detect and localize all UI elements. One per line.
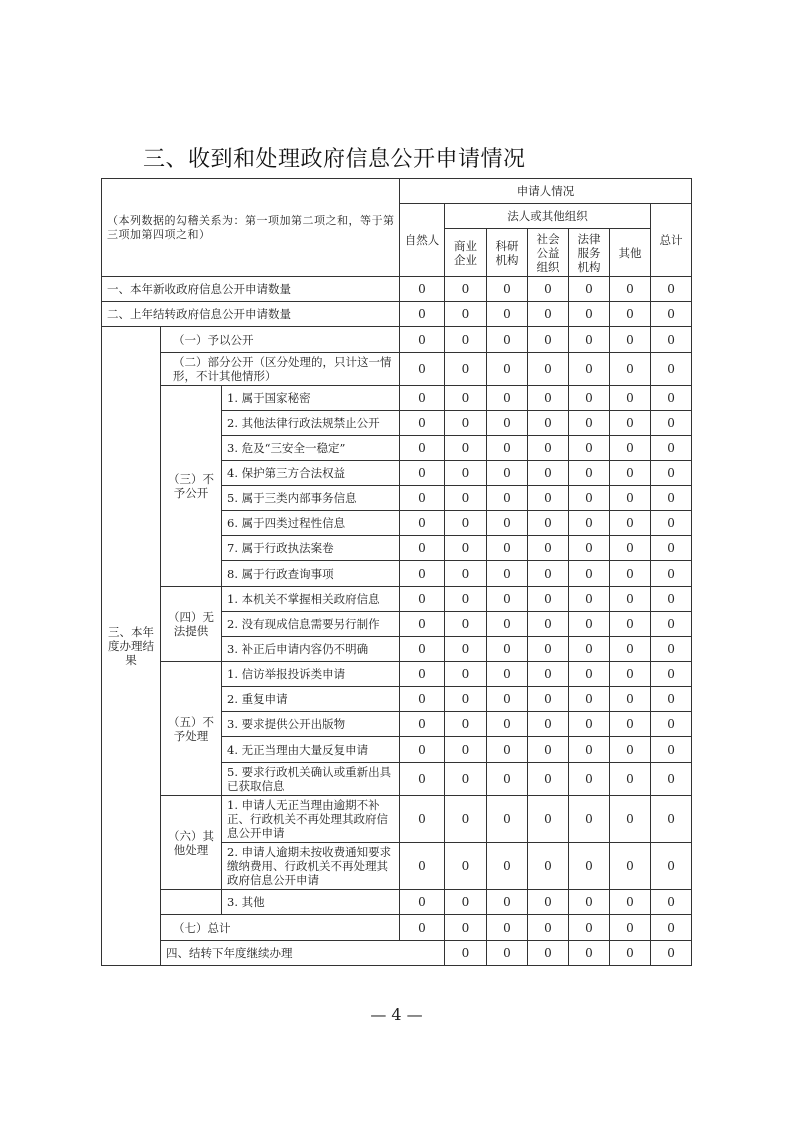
header-sub-column: 科研机构 [487, 229, 528, 277]
table-row [102, 386, 692, 411]
value-cell: 0 [487, 536, 528, 561]
table-row [102, 941, 692, 966]
table-row [102, 302, 692, 327]
value-cell: 0 [651, 436, 692, 461]
value-cell: 0 [487, 277, 528, 302]
row-label: 4. 保护第三方合法权益 [222, 461, 400, 486]
value-cell: 0 [569, 612, 610, 637]
value-cell: 0 [569, 662, 610, 687]
group-label-g5: （五）不予处理 [161, 662, 222, 796]
value-cell: 0 [528, 843, 569, 890]
value-cell: 0 [651, 763, 692, 796]
value-cell: 0 [569, 890, 610, 915]
value-cell: 0 [569, 737, 610, 763]
value-cell: 0 [445, 712, 487, 737]
value-cell: 0 [651, 327, 692, 353]
value-cell: 0 [528, 763, 569, 796]
value-cell: 0 [400, 612, 445, 637]
value-cell: 0 [610, 941, 651, 966]
value-cell: 0 [400, 353, 445, 386]
value-cell: 0 [445, 511, 487, 536]
value-cell: 0 [487, 612, 528, 637]
value-cell: 0 [528, 277, 569, 302]
row-label: 二、上年结转政府信息公开申请数量 [102, 302, 400, 327]
value-cell: 0 [487, 687, 528, 712]
header-total: 总计 [651, 204, 692, 277]
value-cell: 0 [445, 436, 487, 461]
value-cell: 0 [610, 915, 651, 941]
value-cell: 0 [445, 763, 487, 796]
value-cell: 0 [610, 486, 651, 511]
value-cell: 0 [569, 411, 610, 436]
value-cell: 0 [651, 915, 692, 941]
value-cell: 0 [445, 687, 487, 712]
value-cell: 0 [400, 662, 445, 687]
value-cell: 0 [445, 737, 487, 763]
row-label: 8. 属于行政查询事项 [222, 561, 400, 587]
value-cell: 0 [487, 327, 528, 353]
value-cell: 0 [610, 737, 651, 763]
value-cell: 0 [569, 386, 610, 411]
row-label: 4. 无正当理由大量反复申请 [222, 737, 400, 763]
group-label-g3: （三）不予公开 [161, 386, 222, 587]
value-cell: 0 [400, 587, 445, 612]
header-sub-column: 其他 [610, 229, 651, 277]
value-cell: 0 [445, 353, 487, 386]
value-cell: 0 [528, 561, 569, 587]
group-label-g6: （六）其他处理 [161, 796, 222, 890]
value-cell: 0 [651, 796, 692, 843]
info-disclosure-table [101, 178, 692, 966]
header-legal-group: 法人或其他组织 [445, 204, 651, 229]
value-cell: 0 [400, 712, 445, 737]
value-cell: 0 [651, 612, 692, 637]
value-cell: 0 [400, 511, 445, 536]
value-cell: 0 [610, 687, 651, 712]
value-cell: 0 [610, 386, 651, 411]
value-cell: 0 [610, 561, 651, 587]
table-row [102, 353, 692, 386]
value-cell: 0 [569, 302, 610, 327]
value-cell: 0 [528, 411, 569, 436]
value-cell: 0 [610, 536, 651, 561]
value-cell: 0 [445, 302, 487, 327]
value-cell: 0 [610, 662, 651, 687]
header-natural-person: 自然人 [400, 204, 445, 277]
header-sub-column: 法律服务机构 [569, 229, 610, 277]
value-cell: 0 [400, 411, 445, 436]
value-cell: 0 [610, 353, 651, 386]
row-label: 1. 信访举报投诉类申请 [222, 662, 400, 687]
value-cell: 0 [569, 843, 610, 890]
value-cell: 0 [445, 587, 487, 612]
value-cell: 0 [400, 561, 445, 587]
value-cell: 0 [487, 941, 528, 966]
value-cell: 0 [569, 587, 610, 612]
value-cell: 0 [487, 511, 528, 536]
value-cell: 0 [487, 763, 528, 796]
table-row [102, 587, 692, 612]
value-cell: 0 [651, 302, 692, 327]
value-cell: 0 [651, 843, 692, 890]
value-cell: 0 [528, 941, 569, 966]
value-cell: 0 [569, 327, 610, 353]
value-cell: 0 [528, 536, 569, 561]
value-cell: 0 [569, 941, 610, 966]
row-label: 3. 补正后申请内容仍不明确 [222, 637, 400, 662]
row-label: 1. 本机关不掌握相关政府信息 [222, 587, 400, 612]
table-row [102, 796, 692, 843]
row-label: 1. 属于国家秘密 [222, 386, 400, 411]
value-cell: 0 [651, 386, 692, 411]
value-cell: 0 [487, 587, 528, 612]
value-cell: 0 [400, 687, 445, 712]
value-cell: 0 [610, 712, 651, 737]
value-cell: 0 [651, 941, 692, 966]
value-cell: 0 [610, 763, 651, 796]
value-cell: 0 [651, 737, 692, 763]
row-label: 2. 申请人逾期未按收费通知要求缴纳费用、行政机关不再处理其政府信息公开申请 [222, 843, 400, 890]
value-cell: 0 [487, 436, 528, 461]
value-cell: 0 [569, 561, 610, 587]
value-cell: 0 [487, 890, 528, 915]
value-cell: 0 [400, 486, 445, 511]
value-cell: 0 [400, 890, 445, 915]
row-label: 3. 要求提供公开出版物 [222, 712, 400, 737]
value-cell: 0 [651, 662, 692, 687]
row-label: （一）予以公开 [161, 327, 400, 353]
value-cell: 0 [445, 941, 487, 966]
value-cell: 0 [445, 561, 487, 587]
value-cell: 0 [528, 637, 569, 662]
group-label-g4: （四）无法提供 [161, 587, 222, 662]
value-cell: 0 [487, 353, 528, 386]
header-sub-column: 社会公益组织 [528, 229, 569, 277]
value-cell: 0 [487, 486, 528, 511]
row-label: 5. 属于三类内部事务信息 [222, 486, 400, 511]
value-cell: 0 [528, 436, 569, 461]
value-cell: 0 [400, 796, 445, 843]
value-cell: 0 [610, 637, 651, 662]
value-cell: 0 [528, 587, 569, 612]
value-cell: 0 [445, 662, 487, 687]
table-row [102, 890, 692, 915]
value-cell: 0 [569, 796, 610, 843]
value-cell: 0 [487, 302, 528, 327]
value-cell: 0 [610, 436, 651, 461]
header-sub-column: 商业企业 [445, 229, 487, 277]
value-cell: 0 [487, 737, 528, 763]
value-cell: 0 [445, 327, 487, 353]
value-cell: 0 [487, 843, 528, 890]
value-cell: 0 [569, 461, 610, 486]
value-cell: 0 [651, 890, 692, 915]
value-cell: 0 [651, 561, 692, 587]
value-cell: 0 [528, 353, 569, 386]
value-cell: 0 [569, 511, 610, 536]
row-label: （七）总计 [161, 915, 400, 941]
value-cell: 0 [445, 915, 487, 941]
row-label: 一、本年新收政府信息公开申请数量 [102, 277, 400, 302]
value-cell: 0 [569, 915, 610, 941]
value-cell: 0 [528, 302, 569, 327]
value-cell: 0 [651, 461, 692, 486]
value-cell: 0 [569, 687, 610, 712]
value-cell: 0 [610, 461, 651, 486]
value-cell: 0 [445, 461, 487, 486]
value-cell: 0 [445, 637, 487, 662]
value-cell: 0 [400, 327, 445, 353]
value-cell: 0 [528, 327, 569, 353]
table-row [102, 327, 692, 353]
value-cell: 0 [487, 712, 528, 737]
table-row [102, 915, 692, 941]
section3-label [102, 327, 161, 966]
value-cell: 0 [610, 277, 651, 302]
row-label: （二）部分公开（区分处理的，只计这一情形，不计其他情形） [161, 353, 400, 386]
row-label: 3. 危及“三安全一稳定” [222, 436, 400, 461]
value-cell: 0 [400, 386, 445, 411]
value-cell: 0 [569, 353, 610, 386]
value-cell: 0 [569, 436, 610, 461]
row-label: 2. 其他法律行政法规禁止公开 [222, 411, 400, 436]
value-cell: 0 [528, 386, 569, 411]
value-cell: 0 [487, 796, 528, 843]
section3-label-text: 三、本年度办理结果 [108, 625, 154, 667]
value-cell: 0 [528, 511, 569, 536]
value-cell: 0 [445, 386, 487, 411]
value-cell: 0 [445, 843, 487, 890]
value-cell: 0 [651, 486, 692, 511]
value-cell: 0 [487, 637, 528, 662]
value-cell: 0 [610, 796, 651, 843]
value-cell: 0 [528, 737, 569, 763]
value-cell: 0 [610, 587, 651, 612]
value-cell: 0 [487, 561, 528, 587]
value-cell: 0 [528, 461, 569, 486]
row-label: 5. 要求行政机关确认或重新出具已获取信息 [222, 763, 400, 796]
row-label: 7. 属于行政执法案卷 [222, 536, 400, 561]
value-cell: 0 [651, 277, 692, 302]
value-cell: 0 [610, 511, 651, 536]
row-label: 1. 申请人无正当理由逾期不补正、行政机关不再处理其政府信息公开申请 [222, 796, 400, 843]
value-cell: 0 [651, 587, 692, 612]
value-cell: 0 [400, 277, 445, 302]
value-cell: 0 [400, 536, 445, 561]
value-cell: 0 [569, 536, 610, 561]
value-cell: 0 [528, 612, 569, 637]
value-cell: 0 [569, 712, 610, 737]
value-cell: 0 [445, 277, 487, 302]
value-cell: 0 [528, 796, 569, 843]
value-cell: 0 [528, 712, 569, 737]
value-cell: 0 [400, 302, 445, 327]
value-cell: 0 [400, 915, 445, 941]
value-cell: 0 [528, 890, 569, 915]
value-cell: 0 [651, 687, 692, 712]
value-cell: 0 [445, 890, 487, 915]
section-title: 三、收到和处理政府信息公开申请情况 [143, 147, 526, 172]
row-label: 2. 重复申请 [222, 687, 400, 712]
value-cell: 0 [651, 511, 692, 536]
empty-cell [161, 890, 222, 915]
value-cell: 0 [651, 536, 692, 561]
row-label: 6. 属于四类过程性信息 [222, 511, 400, 536]
value-cell: 0 [528, 915, 569, 941]
value-cell: 0 [528, 662, 569, 687]
value-cell: 0 [487, 411, 528, 436]
page-number: — 4 — [370, 1005, 423, 1024]
value-cell: 0 [445, 612, 487, 637]
value-cell: 0 [651, 353, 692, 386]
table-row [102, 662, 692, 687]
value-cell: 0 [445, 411, 487, 436]
value-cell: 0 [569, 486, 610, 511]
header-applicant: 申请人情况 [400, 179, 692, 204]
table-row [102, 277, 692, 302]
row-label: 3. 其他 [222, 890, 400, 915]
value-cell: 0 [487, 386, 528, 411]
value-cell: 0 [610, 890, 651, 915]
value-cell: 0 [487, 461, 528, 486]
value-cell: 0 [400, 436, 445, 461]
header-note: （本列数据的勾稽关系为：第一项加第二项之和，等于第三项加第四项之和） [102, 179, 400, 277]
value-cell: 0 [400, 737, 445, 763]
value-cell: 0 [651, 411, 692, 436]
value-cell: 0 [400, 637, 445, 662]
value-cell: 0 [445, 536, 487, 561]
value-cell: 0 [610, 612, 651, 637]
value-cell: 0 [400, 843, 445, 890]
value-cell: 0 [487, 915, 528, 941]
row-label: 2. 没有现成信息需要另行制作 [222, 612, 400, 637]
value-cell: 0 [445, 486, 487, 511]
value-cell: 0 [528, 486, 569, 511]
value-cell: 0 [569, 763, 610, 796]
value-cell: 0 [651, 712, 692, 737]
value-cell: 0 [400, 763, 445, 796]
value-cell: 0 [610, 843, 651, 890]
value-cell: 0 [445, 796, 487, 843]
value-cell: 0 [651, 637, 692, 662]
row-label: 四、结转下年度继续办理 [161, 941, 445, 966]
value-cell: 0 [400, 461, 445, 486]
value-cell: 0 [487, 662, 528, 687]
value-cell: 0 [569, 637, 610, 662]
value-cell: 0 [610, 327, 651, 353]
value-cell: 0 [610, 302, 651, 327]
value-cell: 0 [569, 277, 610, 302]
value-cell: 0 [528, 687, 569, 712]
value-cell: 0 [610, 411, 651, 436]
